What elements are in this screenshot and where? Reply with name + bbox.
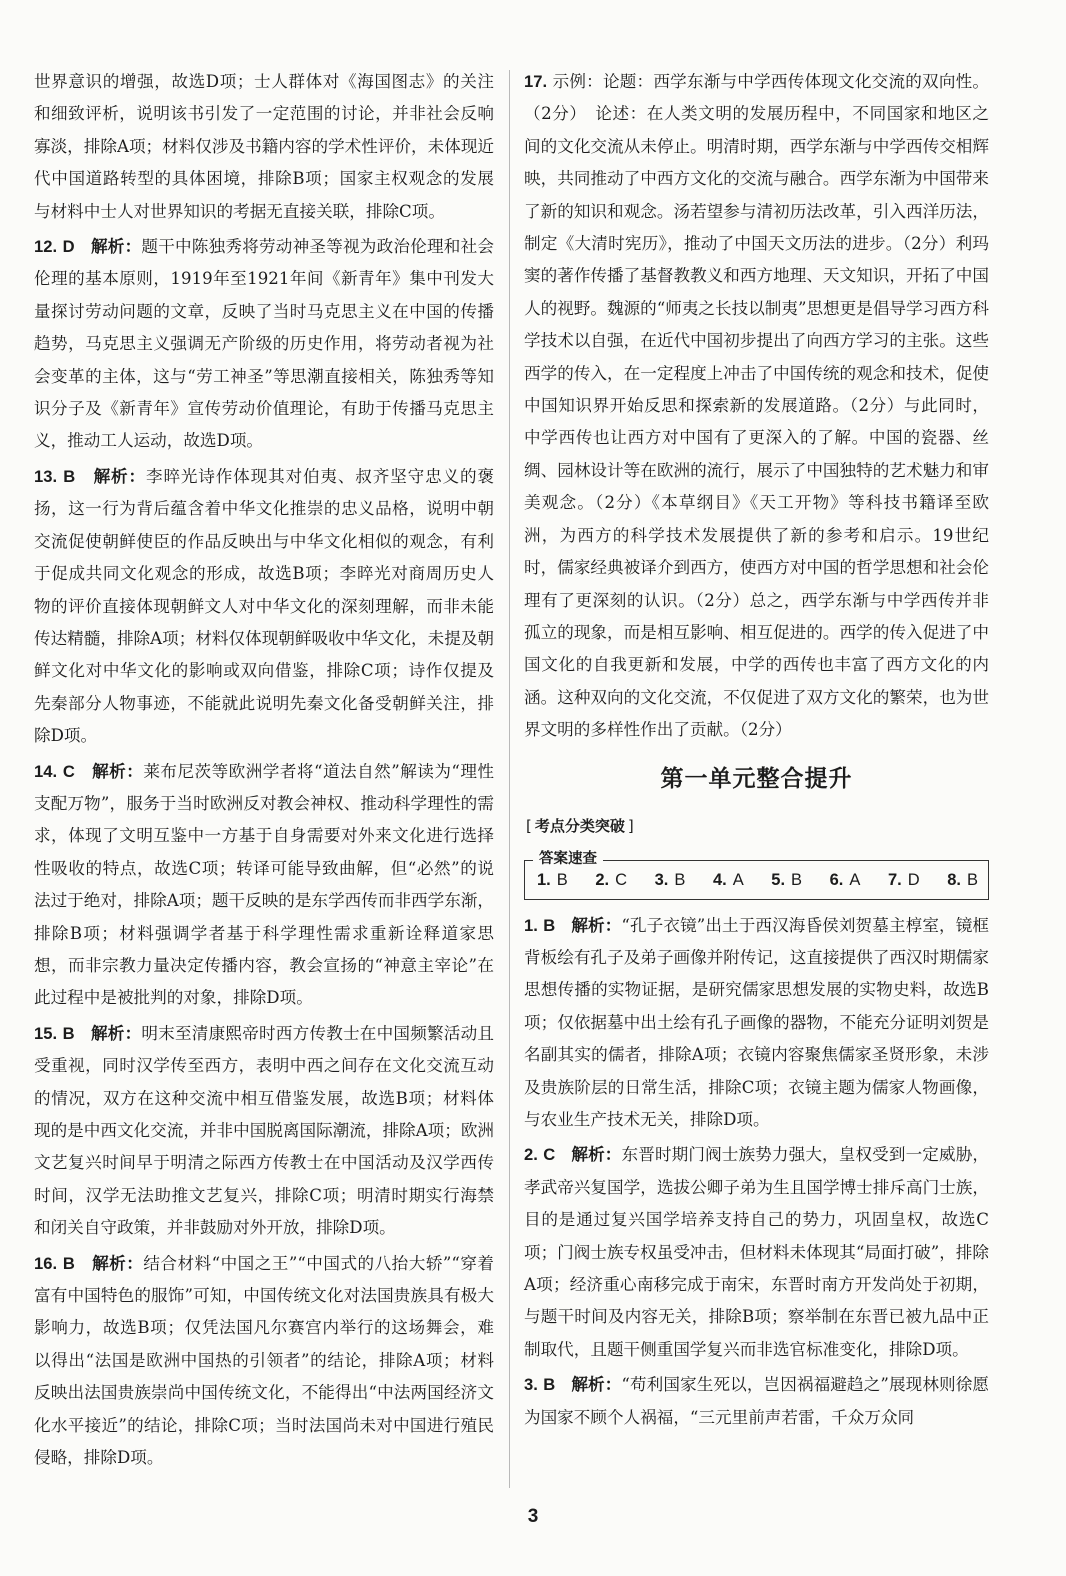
analysis-label: 解析： [571,1145,622,1165]
unit-answer-item-1 [524,910,989,1137]
answer-quick-check [524,850,989,900]
quick-answers-row [537,869,978,891]
page-number: 3 [527,1506,539,1527]
analysis-text: 结合材料“中国之王”“中国式的八抬大轿”“穿着富有中国特色的服饰”可知，中国传统文化对法国贵族具有极大影响力，故选B项；仅凭法国凡尔赛宫内举行的这场舞会，难以得出“法国是欧洲中国热的引领者”的结论，排除A项；材料反映出法国贵族崇尚中国传统文化，不能得出“中法两国经济文化水平接近”的结论，排除C项；当时法国尚未对中国进行殖民侵略，排除D项。 [34,1253,494,1468]
item-answer: B [543,1375,556,1395]
quick-answer: 6. A [829,870,861,889]
answer-item-17 [524,66,989,747]
item-number: 1. [524,915,538,935]
analysis-label: 解析： [93,466,146,486]
item-number: 12. [34,237,58,257]
analysis-text: 莱布尼茨等欧洲学者将“道法自然”解读为“理性支配万物”，服务于当时欧洲反对教会神权、推动科学理性的需求，体现了文明互鉴中一方基于自身需要对外来文化进行选择性吸收的特点，故选C项；转译可能导致曲解，但“必然”的说法过于绝对，排除A项；题干反映的是东学西传而非西学东渐，排除B项；材料强调学者基于科学理性需求重新诠释道家思想，而非宗教力量决定传播内容，教会宣扬的“神意主宰论”在此过程中是被批判的对象，排除D项。 [34,761,495,1008]
essay-text: 示例：论题：西学东渐与中学西传体现文化交流的双向性。（2分） 论述：在人类文明的发展历程中，不同国家和地区之间的文化交流从未停止。明清时期，西学东渐与中学西传交相辉映，共同推动了中西方文化的交流与融合。西学东渐为中国带来了新的知识和观念。汤若望参与清初历法改革，引入西洋历法，制定《大清时宪历》，推动了中国天文历法的进步。（2分）利玛窦的著作传播了基督教教义和西方地理、天文知识，开拓了中国人的视野。魏源的“师夷之长技以制夷”思想更是倡导学习西方科学技术以自强，在近代中国初步提出了向西方学习的主张。这些西学的传入，在一定程度上冲击了中国传统的观念和技术，促使中国知识界开始反思和探索新的发展道路。（2分）与此同时，中学西传也让西方对中国有了更深入的了解。中国的瓷器、丝绸、园林设计等在欧洲的流行，展示了中国独特的艺术魅力和审美观念。（2分）《本草纲目》《天工开物》等科技书籍译至欧洲，为西方的科学技术发展提供了新的参考和启示。19世纪时，儒家经典被译介到西方，使西方对中国的哲学思想和社会伦理有了更深刻的认识。（2分）总之，西学东渐与中学西传并非孤立的现象，而是相互影响、相互促进的。西学的传入促进了中国文化的自我更新和发展，中学的西传也丰富了西方文化的内涵。这种双向的文化交流，不仅促进了双方文化的繁荣，也为世界文明的多样性作出了贡献。（2分） [524,72,990,740]
unit-answer-item-2 [524,1139,989,1366]
column-divider [509,70,510,1488]
item-answer: C [543,1145,556,1165]
quick-answer: 5. B [771,870,803,889]
analysis-label: 解析： [91,1023,142,1043]
analysis-label: 解析： [92,761,144,781]
section-tag: [ 考点分类突破 ] [524,816,636,836]
answer-item-15 [34,1018,494,1245]
item-number: 15. [34,1023,58,1043]
answer-item-12 [34,231,494,458]
quick-answer: 3. B [654,870,686,889]
item-number: 17. [524,72,548,91]
unit-title: 第一单元整合提升 [660,765,853,792]
answer-item-13 [34,461,494,753]
analysis-label: 解析： [571,915,622,935]
analysis-text: 明末至清康熙帝时西方传教士在中国频繁活动且受重视，同时汉学传至西方，表明中西之间存在文化交流互动的情况，双方在这种交流中相互借鉴发展，故选B项；材料体现的是中西文化交流，并非中国脱离国际潮流，排除A项；欧洲文艺复兴时间早于明清之际西方传教士在中国活动及汉学西传时间，汉学无法助推文艺复兴，排除C项；明清时期实行海禁和闭关自守政策，并非鼓励对外开放，排除D项。 [34,1023,495,1238]
quick-answer: 8. B [947,870,978,889]
right-column [524,66,989,1437]
item-number: 3. [524,1375,538,1395]
analysis-label: 解析： [91,237,142,257]
item-answer: B [63,466,76,486]
analysis-text: 题干中陈独秀将劳动神圣等视为政治伦理和社会伦理的基本原则，1919年至1921年间《新青年》集中刊发大量探讨劳动问题的文章，反映了当时马克思主义在中国的传播趋势，马克思主义强调无产阶级的历史作用，将劳动者视为社会变革的主体，这与“劳工神圣”等思潮直接相关，陈独秀等知识分子及《新青年》宣传劳动价值理论，有助于传播马克思主义，推动工人运动，故选D项。 [34,237,495,451]
analysis-text: “孔子衣镜”出土于西汉海昏侯刘贺墓主椁室，镜框背板绘有孔子及弟子画像并附传记，这直接提供了西汉时期儒家思想传播的实物证据，是研究儒家思想发展的实物史料，故选B项；仅依据墓中出土绘有孔子画像的器物，不能充分证明刘贺是名副其实的儒者，排除A项；衣镜内容聚焦儒家圣贤形象，未涉及贵族阶层的日常生活，排除C项；衣镜主题为儒家人物画像，与农业生产技术无关，排除D项。 [524,915,989,1129]
item-11-text: 世界意识的增强，故选D项；士人群体对《海国图志》的关注和细致评析，说明该书引发了一定范围的讨论，并非社会反响寡淡，排除A项；材料仅涉及书籍内容的学术性评价，未体现近代中国道路转型的具体困境，排除B项；国家主权观念的发展与材料中士人对世界知识的考据无直接关联，排除C项。 [34,72,495,221]
analysis-text: “苟利国家生死以，岂因祸福避趋之”展现林则徐愿为国家不顾个人祸福，“三元里前声若雷，千众万众同 [524,1375,989,1427]
item-number: 16. [34,1253,58,1273]
quick-answer: 4. A [712,870,744,889]
item-answer: B [62,1023,75,1043]
item-answer: C [62,761,75,781]
analysis-text: 东晋时期门阀士族势力强大，皇权受到一定威胁，孝武帝兴复国学，选拔公卿子弟为生且国学博士排斥高门士族，目的是通过复兴国学培养支持自己的势力，巩固皇权，故选C项；门阀士族专权虽受冲击，但材料未体现其“局面打破”，排除A项；经济重心南移完成于南宋，东晋时南方开发尚处于初期，与题干时间及内容无关，排除B项；察举制在东晋已被九品中正制取代，且题干侧重国学复兴而非选官标准变化，排除D项。 [524,1145,990,1359]
quick-check-title: 答案速查 [533,849,603,869]
quick-answer: 1. B [537,870,568,889]
item-number: 2. [524,1145,538,1165]
quick-answer: 7. D [887,870,920,889]
analysis-label: 解析： [92,1253,144,1273]
item-number: 13. [34,466,58,486]
answer-item-16 [34,1248,494,1475]
quick-answer: 2. C [595,870,628,889]
item-answer: B [62,1253,75,1273]
analysis-text: 李晬光诗作体现其对伯夷、叔齐坚守忠义的褒扬，这一行为背后蕴含着中华文化推崇的忠义品格，说明中朝交流促使朝鲜使臣的作品反映出与中华文化相似的观念，有利于促成共同文化观念的形成，故选B项；李晬光对商周历史人物的评价直接体现朝鲜文人对中华文化的深刻理解，而非未能传达精髓，排除A项；材料仅体现朝鲜吸收中华文化，未提及朝鲜文化对中华文化的影响或双向借鉴，排除C项；诗作仅提及先秦部分人物事迹，不能就此说明先秦文化备受朝鲜关注，排除D项。 [34,466,495,746]
item-11-continued [34,66,494,228]
item-answer: B [543,915,556,935]
item-answer: D [62,237,75,257]
item-number: 14. [34,761,58,781]
left-column [34,66,494,1477]
answer-item-14 [34,756,494,1015]
unit-answer-item-3 [524,1369,989,1434]
analysis-label: 解析： [571,1375,622,1395]
